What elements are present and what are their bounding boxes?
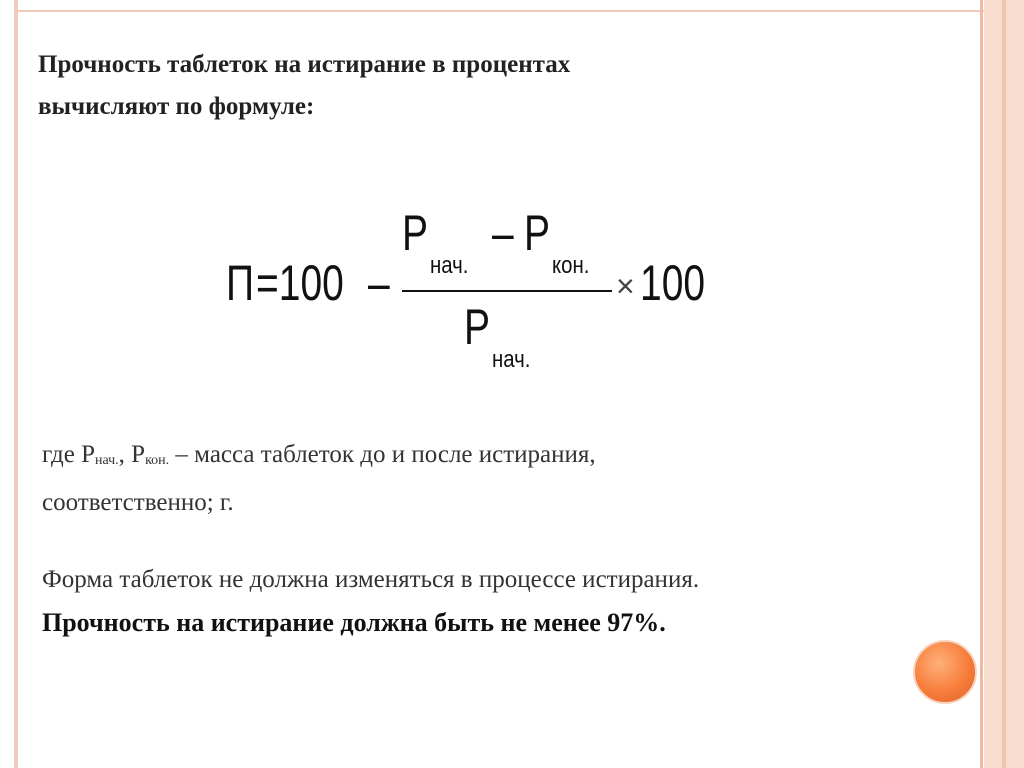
- formula-lhs: П: [226, 255, 255, 311]
- definition-sub-initial: нач.: [94, 453, 119, 468]
- formula-eq-hundred: =100: [256, 255, 344, 311]
- slide-decoration-circle: [913, 640, 977, 704]
- abrasion-formula: [226, 206, 726, 386]
- definition-line-1: [42, 434, 942, 482]
- slide-frame-right-line: [1002, 0, 1006, 768]
- slide-heading: [38, 44, 938, 128]
- slide-frame-top: [14, 10, 994, 12]
- definition-sub-final: кон.: [145, 453, 170, 468]
- definition-rest: – масса таблеток до и после истирания,: [169, 441, 596, 468]
- fraction-bar: [402, 290, 612, 292]
- definition-line-2: соответственно; г.: [42, 489, 234, 516]
- slide-frame-right-line: [980, 0, 983, 768]
- formula-denominator-p: P: [464, 299, 491, 355]
- heading-line-1: Прочность таблеток на истирание в процентах: [38, 51, 571, 78]
- formula-numerator-minus: –: [492, 205, 514, 261]
- definition-comma: , P: [118, 441, 146, 468]
- strength-requirement-text: Прочность на истирание должна быть не менее 97%.: [42, 608, 666, 637]
- variable-definition: [42, 434, 942, 524]
- formula-numerator-p-initial: P: [402, 205, 429, 261]
- formula-times-sign: ×: [616, 268, 635, 304]
- definition-prefix: где P: [42, 441, 95, 468]
- form-requirement-text: Форма таблеток не должна изменяться в процессе истирания.: [42, 566, 700, 593]
- formula-minus: –: [368, 255, 390, 311]
- formula-numerator-sub-initial: нач.: [430, 252, 469, 279]
- formula-multiplier: 100: [640, 255, 706, 311]
- formula-numerator-p-final: P: [524, 205, 551, 261]
- formula-numerator-sub-final: кон.: [552, 252, 590, 279]
- slide-frame-left: [14, 0, 18, 768]
- heading-line-2: вычисляют по формуле:: [38, 93, 315, 120]
- formula-denominator-sub: нач.: [492, 346, 531, 373]
